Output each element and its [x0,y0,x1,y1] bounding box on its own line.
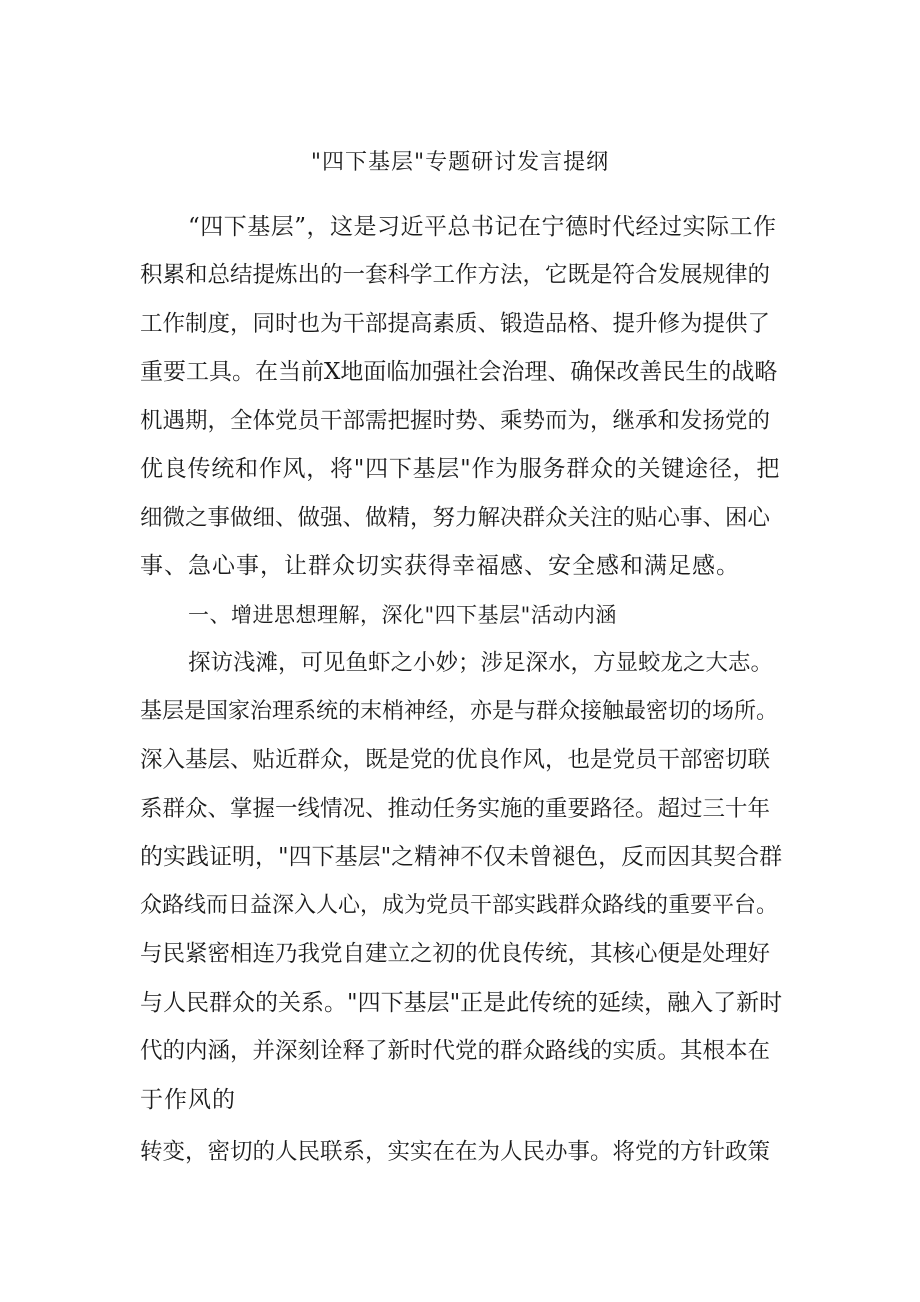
paragraph-line: 机遇期，全体党员干部需把握时势、乘势而为，继承和发扬党的 [140,408,771,434]
paragraph-line: 与人民群众的关系。"四下基层"正是此传统的延续，融入了新时 [140,990,783,1016]
paragraph-line: 积累和总结提炼出的一套科学工作方法，它既是符合发展规律的 [140,262,771,288]
paragraph-line: “四下基层”，这是习近平总书记在宁德时代经过实际工作 [188,214,777,240]
paragraph-line: 系群众、掌握一线情况、推动任务实施的重要路径。超过三十年 [140,796,771,822]
paragraph-line: 事、急心事，让群众切实获得幸福感、安全感和满足感。 [140,553,740,579]
paragraph-line: 于作风的 [140,1087,236,1113]
paragraph-line: 优良传统和作风，将"四下基层"作为服务群众的关键途径，把 [140,456,781,482]
paragraph-line: 重要工具。在当前X地面临加强社会治理、确保改善民生的战略 [140,359,778,385]
document-title: "四下基层"专题研讨发言提纲 [310,150,610,175]
paragraph-line: 深入基层、贴近群众，既是党的优良作风，也是党员干部密切联 [140,747,771,773]
paragraph-line: 工作制度，同时也为干部提高素质、锻造品格、提升修为提供了 [140,311,771,337]
paragraph-line: 众路线而日益深入人心，成为党员干部实践群众路线的重要平台。 [140,893,779,918]
paragraph-line: 基层是国家治理系统的末梢神经，亦是与群众接触最密切的场所。 [140,699,779,724]
paragraph-line: 与民紧密相连乃我党自建立之初的优良传统，其核心便是处理好 [140,941,771,967]
paragraph-line: 的实践证明，"四下基层"之精神不仅未曾褪色，反而因其契合群 [140,844,783,870]
paragraph-line: 代的内涵，并深刻诠释了新时代党的群众路线的实质。其根本在 [140,1038,771,1064]
paragraph-line: 转变，密切的人民联系，实实在在为人民办事。将党的方针政策 [140,1139,771,1165]
paragraph-line: 探访浅滩，可见鱼虾之小妙；涉足深水，方显蛟龙之大志。 [188,650,774,676]
section-heading: 一、增进思想理解，深化"四下基层"活动内涵 [188,603,617,627]
paragraph-line: 细微之事做细、做强、做精，努力解决群众关注的贴心事、困心 [140,505,771,531]
